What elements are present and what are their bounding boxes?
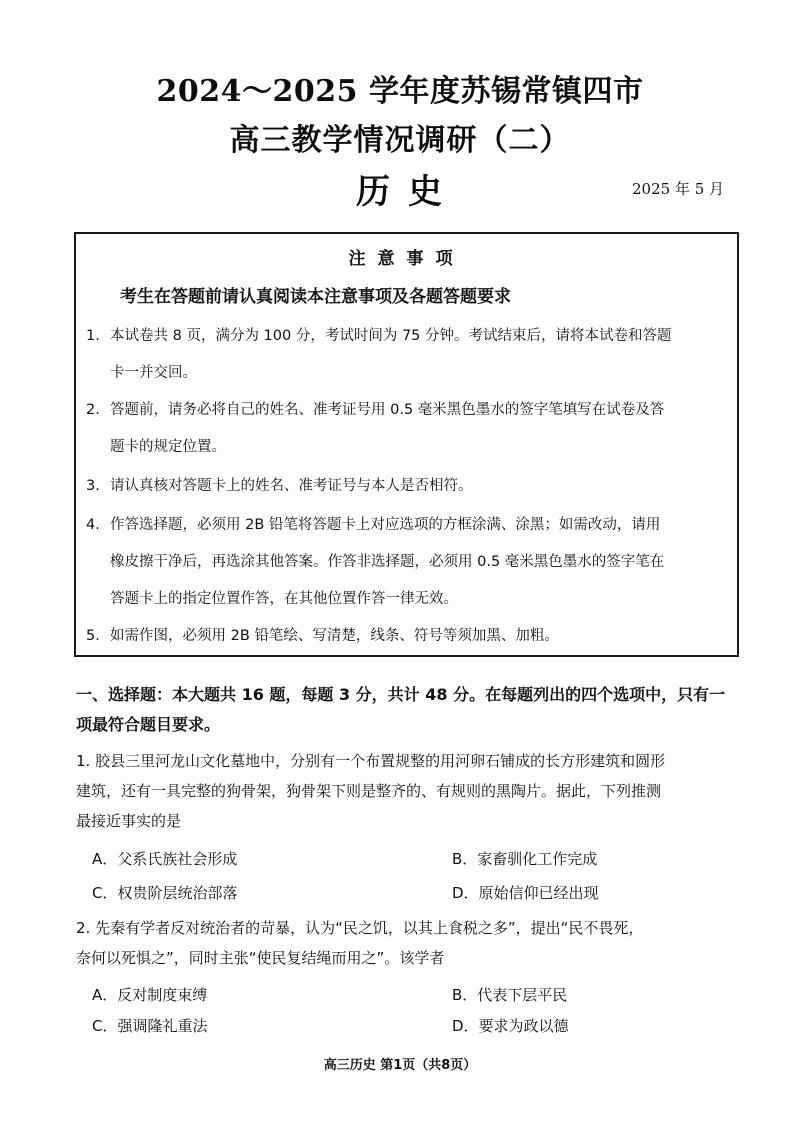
notice-item-text: 答题卡上的指定位置作答，在其他位置作答一律无效。: [110, 591, 458, 607]
notice-item-text: 题卡的规定位置。: [110, 439, 226, 455]
notice-item-text: 橡皮擦干净后，再选涂其他答案。作答非选择题，必须用 0.5 毫米黑色墨水的签字笔在: [110, 554, 665, 570]
notice-heading: 注意事项: [348, 249, 465, 269]
notice-item-text: 作答选择题，必须用 2B 铅笔将答题卡上对应选项的方框涂满、涂黑；如需改动，请用: [110, 517, 661, 533]
question-2-option-d: D．要求为政以德: [452, 1017, 569, 1035]
notice-item-1: [86, 318, 726, 392]
question-text-line: 1. 胶县三里河龙山文化墓地中，分别有一个布置规整的用河卵石铺成的长方形建筑和圆形: [76, 752, 666, 770]
exam-title-line2: 高三教学情况调研（二）: [229, 123, 571, 158]
notice-box: [74, 232, 739, 657]
question-text-line: 奈何以死惧之”，同时主张“使民复结绳而用之”。该学者: [76, 949, 445, 967]
subject-title: 历史: [356, 172, 460, 212]
question-1-option-a: A．父系氏族社会形成: [92, 850, 238, 868]
notice-item-2: [86, 392, 726, 466]
notice-item-text: 答题前，请务必将自己的姓名、准考证号用 0.5 毫米黑色墨水的签字笔填写在试卷及答: [110, 402, 665, 418]
notice-item-text: 卡一并交回。: [110, 365, 197, 381]
question-2-option-b: B．代表下层平民: [452, 986, 568, 1004]
question-2-option-a: A．反对制度束缚: [92, 986, 208, 1004]
question-text-line: 2. 先秦有学者反对统治者的苛暴，认为“民之饥，以其上食税之多”，提出“民不畏死，: [76, 919, 644, 937]
notice-item-5: [86, 618, 726, 655]
notice-item-text: 本试卷共 8 页，满分为 100 分，考试时间为 75 分钟。考试结束后，请将本试卷和答题: [110, 328, 672, 344]
question-1-option-c: C．权贵阶层统治部落: [92, 884, 238, 902]
notice-item-number: 4.: [86, 517, 100, 533]
exam-date: 2025 年 5 月: [632, 180, 725, 198]
page-footer: 高三历史 第1页（共8页）: [323, 1058, 477, 1073]
notice-item-number: 5.: [86, 628, 100, 644]
notice-subheading: 考生在答题前请认真阅读本注意事项及各题答题要求: [120, 287, 511, 307]
notice-item-4: [86, 507, 726, 618]
question-2: [76, 913, 741, 973]
question-1-option-d: D．原始信仰已经出现: [452, 884, 599, 902]
question-2-option-c: C．强调隆礼重法: [92, 1017, 208, 1035]
notice-item-number: 2.: [86, 402, 100, 418]
notice-item-number: 1.: [86, 328, 100, 344]
question-1: [76, 746, 741, 836]
notice-item-number: 3.: [86, 478, 100, 494]
notice-item-text: 请认真核对答题卡上的姓名、准考证号与本人是否相符。: [110, 478, 473, 494]
question-text-line: 最接近事实的是: [76, 812, 182, 830]
section-heading-line: 项最符合题目要求。: [76, 715, 221, 734]
notice-item-text: 如需作图，必须用 2B 铅笔绘、写清楚，线条、符号等须加黑、加粗。: [110, 628, 559, 644]
exam-title-line1: 2024～2025 学年度苏锡常镇四市: [156, 74, 644, 109]
section-heading: [76, 680, 736, 740]
notice-item-3: [86, 468, 726, 505]
section-heading-line: 一、选择题：本大题共 16 题，每题 3 分，共计 48 分。在每题列出的四个选项中，只有一: [76, 685, 726, 704]
question-1-option-b: B．家畜驯化工作完成: [452, 850, 598, 868]
question-text-line: 建筑，还有一具完整的狗骨架，狗骨架下则是整齐的、有规则的黑陶片。据此，下列推测: [76, 782, 662, 800]
